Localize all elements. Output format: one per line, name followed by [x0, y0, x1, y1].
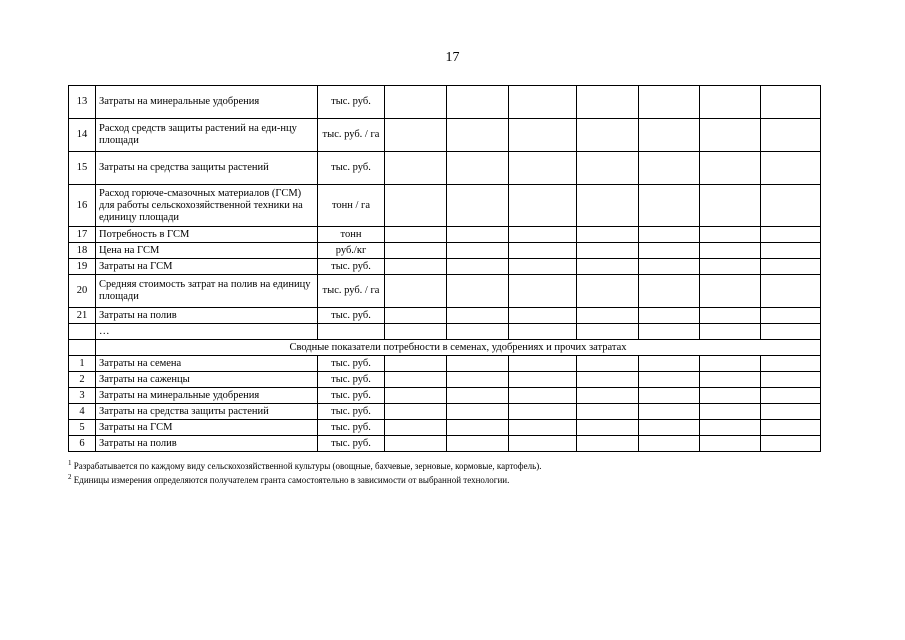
value-cell	[577, 372, 639, 388]
value-cell	[700, 185, 761, 227]
footnote-text: Разрабатывается по каждому виду сельскохозяйственной культуры (овощные, бахчевые, зерновые, кормовые, картофель).	[73, 461, 542, 471]
value-cell	[639, 372, 700, 388]
table-row	[69, 404, 821, 420]
row-unit: тыс. руб.	[318, 436, 385, 452]
value-cell	[385, 119, 447, 152]
row-indicator: Затраты на ГСМ	[96, 259, 318, 275]
value-cell	[577, 185, 639, 227]
value-cell	[639, 86, 700, 119]
value-cell	[761, 227, 821, 243]
value-cell	[385, 185, 447, 227]
value-cell	[385, 436, 447, 452]
value-cell	[577, 356, 639, 372]
row-indicator: Затраты на ГСМ	[96, 420, 318, 436]
value-cell	[639, 404, 700, 420]
table-row	[69, 119, 821, 152]
table-row	[69, 356, 821, 372]
value-cell	[447, 356, 509, 372]
value-cell	[385, 388, 447, 404]
value-cell	[761, 372, 821, 388]
footnote	[68, 458, 828, 472]
table-row	[69, 227, 821, 243]
table-row	[69, 436, 821, 452]
value-cell	[509, 436, 577, 452]
row-number: 1	[69, 356, 96, 372]
table-row	[69, 372, 821, 388]
value-cell	[761, 185, 821, 227]
value-cell	[447, 420, 509, 436]
table-row	[69, 152, 821, 185]
value-cell	[577, 275, 639, 308]
value-cell	[447, 324, 509, 340]
value-cell	[761, 152, 821, 185]
value-cell	[577, 436, 639, 452]
value-cell	[509, 185, 577, 227]
row-indicator: Затраты на средства защиты растений	[96, 152, 318, 185]
value-cell	[447, 308, 509, 324]
value-cell	[447, 259, 509, 275]
row-number: 4	[69, 404, 96, 420]
footnotes	[68, 458, 828, 486]
row-unit: тыс. руб.	[318, 86, 385, 119]
value-cell	[447, 243, 509, 259]
row-unit: тыс. руб.	[318, 259, 385, 275]
value-cell	[639, 119, 700, 152]
row-unit: тыс. руб.	[318, 152, 385, 185]
value-cell	[447, 404, 509, 420]
row-number: 20	[69, 275, 96, 308]
row-unit: тыс. руб.	[318, 356, 385, 372]
section-header-row	[69, 340, 821, 356]
value-cell	[639, 243, 700, 259]
value-cell	[447, 372, 509, 388]
row-indicator: Затраты на саженцы	[96, 372, 318, 388]
value-cell	[509, 227, 577, 243]
value-cell	[577, 324, 639, 340]
cost-table	[68, 85, 821, 452]
table-row	[69, 308, 821, 324]
value-cell	[385, 227, 447, 243]
value-cell	[509, 372, 577, 388]
table-row	[69, 259, 821, 275]
footnote	[68, 472, 828, 486]
value-cell	[700, 227, 761, 243]
row-indicator: Затраты на полив	[96, 308, 318, 324]
value-cell	[447, 227, 509, 243]
value-cell	[447, 152, 509, 185]
row-indicator: Расход горюче-смазочных материалов (ГСМ) для работы сельскохозяйственной техники на единицу площади	[96, 185, 318, 227]
value-cell	[700, 259, 761, 275]
value-cell	[385, 259, 447, 275]
footnote-mark: 1	[68, 459, 72, 467]
row-indicator: Затраты на минеральные удобрения	[96, 388, 318, 404]
value-cell	[385, 404, 447, 420]
row-indicator: Потребность в ГСМ	[96, 227, 318, 243]
value-cell	[577, 404, 639, 420]
value-cell	[385, 86, 447, 119]
value-cell	[509, 86, 577, 119]
value-cell	[761, 420, 821, 436]
value-cell	[700, 243, 761, 259]
value-cell	[447, 119, 509, 152]
value-cell	[577, 227, 639, 243]
value-cell	[761, 356, 821, 372]
value-cell	[577, 420, 639, 436]
value-cell	[385, 324, 447, 340]
value-cell	[509, 243, 577, 259]
value-cell	[700, 372, 761, 388]
value-cell	[639, 152, 700, 185]
value-cell	[509, 259, 577, 275]
section-title: Сводные показатели потребности в семенах, удобрениях и прочих затратах	[96, 340, 821, 356]
table-row	[69, 86, 821, 119]
row-indicator: Расход средств защиты растений на еди-нцу площади	[96, 119, 318, 152]
value-cell	[639, 259, 700, 275]
value-cell	[639, 227, 700, 243]
value-cell	[761, 259, 821, 275]
value-cell	[639, 436, 700, 452]
row-unit: тыс. руб.	[318, 388, 385, 404]
row-number: 16	[69, 185, 96, 227]
value-cell	[700, 404, 761, 420]
row-unit: тыс. руб.	[318, 420, 385, 436]
value-cell	[639, 356, 700, 372]
row-unit: тонн	[318, 227, 385, 243]
footnote-text: Единицы измерения определяются получателем гранта самостоятельно в зависимости от выбранной технологии.	[73, 475, 510, 485]
value-cell	[761, 243, 821, 259]
table-row	[69, 324, 821, 340]
value-cell	[639, 275, 700, 308]
value-cell	[577, 86, 639, 119]
row-indicator: Средняя стоимость затрат на полив на единицу площади	[96, 275, 318, 308]
value-cell	[700, 436, 761, 452]
value-cell	[447, 275, 509, 308]
row-indicator: Затраты на семена	[96, 356, 318, 372]
value-cell	[761, 324, 821, 340]
value-cell	[639, 388, 700, 404]
row-unit	[318, 324, 385, 340]
row-unit: руб./кг	[318, 243, 385, 259]
value-cell	[385, 356, 447, 372]
row-unit: тыс. руб.	[318, 308, 385, 324]
row-number: 18	[69, 243, 96, 259]
value-cell	[639, 420, 700, 436]
row-number: 17	[69, 227, 96, 243]
value-cell	[447, 436, 509, 452]
value-cell	[385, 420, 447, 436]
value-cell	[509, 308, 577, 324]
row-unit: тыс. руб.	[318, 404, 385, 420]
value-cell	[577, 308, 639, 324]
row-number: 13	[69, 86, 96, 119]
value-cell	[761, 275, 821, 308]
value-cell	[577, 243, 639, 259]
value-cell	[700, 308, 761, 324]
row-number: 19	[69, 259, 96, 275]
value-cell	[385, 308, 447, 324]
row-number: 15	[69, 152, 96, 185]
row-unit: тонн / га	[318, 185, 385, 227]
value-cell	[509, 324, 577, 340]
value-cell	[447, 388, 509, 404]
row-number: 6	[69, 436, 96, 452]
value-cell	[639, 308, 700, 324]
value-cell	[509, 275, 577, 308]
value-cell	[385, 275, 447, 308]
value-cell	[700, 324, 761, 340]
value-cell	[385, 243, 447, 259]
row-indicator: Затраты на полив	[96, 436, 318, 452]
row-number: 3	[69, 388, 96, 404]
value-cell	[447, 185, 509, 227]
row-number	[69, 324, 96, 340]
value-cell	[761, 436, 821, 452]
value-cell	[385, 152, 447, 185]
row-number: 21	[69, 308, 96, 324]
value-cell	[509, 356, 577, 372]
value-cell	[700, 388, 761, 404]
value-cell	[700, 275, 761, 308]
value-cell	[639, 324, 700, 340]
value-cell	[509, 388, 577, 404]
value-cell	[509, 152, 577, 185]
value-cell	[509, 420, 577, 436]
row-unit: тыс. руб.	[318, 372, 385, 388]
value-cell	[385, 372, 447, 388]
section-number	[69, 340, 96, 356]
table-row	[69, 420, 821, 436]
value-cell	[761, 388, 821, 404]
value-cell	[577, 152, 639, 185]
value-cell	[700, 86, 761, 119]
row-indicator: …	[96, 324, 318, 340]
value-cell	[700, 152, 761, 185]
value-cell	[509, 119, 577, 152]
value-cell	[509, 404, 577, 420]
row-number: 14	[69, 119, 96, 152]
table-row	[69, 243, 821, 259]
row-indicator: Затраты на минеральные удобрения	[96, 86, 318, 119]
value-cell	[761, 119, 821, 152]
row-number: 5	[69, 420, 96, 436]
value-cell	[577, 119, 639, 152]
value-cell	[447, 86, 509, 119]
row-unit: тыс. руб. / га	[318, 275, 385, 308]
value-cell	[639, 185, 700, 227]
row-number: 2	[69, 372, 96, 388]
value-cell	[700, 420, 761, 436]
value-cell	[761, 404, 821, 420]
footnote-mark: 2	[68, 473, 72, 481]
page-number: 17	[445, 50, 460, 65]
row-indicator: Цена на ГСМ	[96, 243, 318, 259]
value-cell	[761, 86, 821, 119]
row-indicator: Затраты на средства защиты растений	[96, 404, 318, 420]
table-row	[69, 275, 821, 308]
value-cell	[577, 388, 639, 404]
value-cell	[700, 356, 761, 372]
table-row	[69, 185, 821, 227]
table-row	[69, 388, 821, 404]
value-cell	[700, 119, 761, 152]
value-cell	[761, 308, 821, 324]
row-unit: тыс. руб. / га	[318, 119, 385, 152]
value-cell	[577, 259, 639, 275]
